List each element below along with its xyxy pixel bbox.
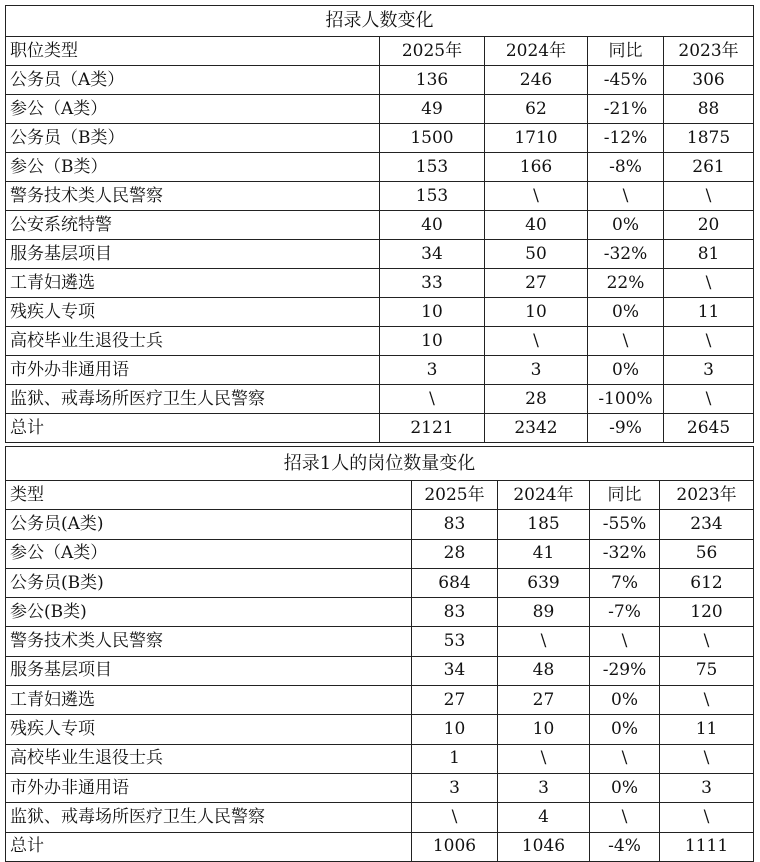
value-cell: 0% bbox=[590, 773, 660, 802]
value-cell: \ bbox=[485, 182, 588, 211]
value-cell: 11 bbox=[664, 298, 754, 327]
value-cell: 3 bbox=[412, 773, 498, 802]
table-row bbox=[6, 656, 754, 685]
value-cell: \ bbox=[590, 803, 660, 832]
value-cell: 48 bbox=[498, 656, 590, 685]
column-header: 2025年 bbox=[380, 37, 485, 66]
value-cell: 3 bbox=[660, 773, 754, 802]
value-cell: -29% bbox=[590, 656, 660, 685]
table-row bbox=[6, 269, 754, 298]
value-cell: -4% bbox=[590, 832, 660, 861]
table-row bbox=[6, 385, 754, 414]
column-header: 2023年 bbox=[660, 481, 754, 510]
row-label-cell: 服务基层项目 bbox=[6, 240, 380, 269]
value-cell: 34 bbox=[412, 656, 498, 685]
value-cell: 10 bbox=[412, 715, 498, 744]
table-row bbox=[6, 95, 754, 124]
value-cell: 10 bbox=[380, 298, 485, 327]
value-cell: -12% bbox=[588, 124, 664, 153]
table-row bbox=[6, 832, 754, 861]
table-title-row bbox=[6, 6, 754, 37]
table-row bbox=[6, 182, 754, 211]
value-cell: \ bbox=[664, 182, 754, 211]
value-cell: 88 bbox=[664, 95, 754, 124]
value-cell: 40 bbox=[485, 211, 588, 240]
table-row bbox=[6, 211, 754, 240]
value-cell: 1 bbox=[412, 744, 498, 773]
value-cell: \ bbox=[660, 744, 754, 773]
row-label-cell: 残疾人专项 bbox=[6, 715, 412, 744]
row-label-cell: 总计 bbox=[6, 832, 412, 861]
value-cell: 166 bbox=[485, 153, 588, 182]
value-cell: 1046 bbox=[498, 832, 590, 861]
value-cell: 639 bbox=[498, 568, 590, 597]
value-cell: 3 bbox=[664, 356, 754, 385]
value-cell: 28 bbox=[412, 539, 498, 568]
value-cell: -8% bbox=[588, 153, 664, 182]
value-cell: 1111 bbox=[660, 832, 754, 861]
column-header: 2025年 bbox=[412, 481, 498, 510]
column-header: 同比 bbox=[590, 481, 660, 510]
value-cell: \ bbox=[498, 627, 590, 656]
value-cell: 27 bbox=[498, 686, 590, 715]
value-cell: \ bbox=[590, 744, 660, 773]
value-cell: -32% bbox=[588, 240, 664, 269]
row-label-cell: 警务技术类人民警察 bbox=[6, 627, 412, 656]
value-cell: -45% bbox=[588, 66, 664, 95]
value-cell: -7% bbox=[590, 598, 660, 627]
row-label-cell: 市外办非通用语 bbox=[6, 356, 380, 385]
value-cell: \ bbox=[588, 182, 664, 211]
table-row bbox=[6, 686, 754, 715]
value-cell: \ bbox=[412, 803, 498, 832]
value-cell: 22% bbox=[588, 269, 664, 298]
value-cell: 81 bbox=[664, 240, 754, 269]
row-label-cell: 工青妇遴选 bbox=[6, 269, 380, 298]
value-cell: 261 bbox=[664, 153, 754, 182]
value-cell: \ bbox=[664, 269, 754, 298]
value-cell: 49 bbox=[380, 95, 485, 124]
table-row bbox=[6, 715, 754, 744]
table-row bbox=[6, 510, 754, 539]
header-row bbox=[6, 481, 754, 510]
value-cell: 41 bbox=[498, 539, 590, 568]
value-cell: 136 bbox=[380, 66, 485, 95]
value-cell: -100% bbox=[588, 385, 664, 414]
table-row bbox=[6, 356, 754, 385]
table-row bbox=[6, 327, 754, 356]
value-cell: 20 bbox=[664, 211, 754, 240]
value-cell: 40 bbox=[380, 211, 485, 240]
value-cell: \ bbox=[590, 627, 660, 656]
table-row bbox=[6, 744, 754, 773]
table-title-row bbox=[6, 447, 754, 481]
value-cell: 3 bbox=[498, 773, 590, 802]
row-label-cell: 服务基层项目 bbox=[6, 656, 412, 685]
row-label-cell: 公务员(B类) bbox=[6, 568, 412, 597]
value-cell: \ bbox=[660, 686, 754, 715]
value-cell: 153 bbox=[380, 182, 485, 211]
value-cell: 3 bbox=[485, 356, 588, 385]
value-cell: 34 bbox=[380, 240, 485, 269]
value-cell: 83 bbox=[412, 598, 498, 627]
value-cell: 10 bbox=[485, 298, 588, 327]
value-cell: 0% bbox=[590, 686, 660, 715]
value-cell: 10 bbox=[380, 327, 485, 356]
row-label-cell: 警务技术类人民警察 bbox=[6, 182, 380, 211]
value-cell: 50 bbox=[485, 240, 588, 269]
column-header: 2024年 bbox=[498, 481, 590, 510]
row-label-cell: 参公（A类） bbox=[6, 95, 380, 124]
row-label-cell: 公安系统特警 bbox=[6, 211, 380, 240]
table-row bbox=[6, 240, 754, 269]
value-cell: 10 bbox=[498, 715, 590, 744]
value-cell: \ bbox=[664, 327, 754, 356]
row-label-cell: 高校毕业生退役士兵 bbox=[6, 744, 412, 773]
value-cell: 684 bbox=[412, 568, 498, 597]
recruitment-count-table bbox=[5, 5, 754, 443]
value-cell: 2121 bbox=[380, 414, 485, 443]
value-cell: \ bbox=[664, 385, 754, 414]
table-row bbox=[6, 66, 754, 95]
row-label-cell: 残疾人专项 bbox=[6, 298, 380, 327]
row-label-cell: 监狱、戒毒场所医疗卫生人民警察 bbox=[6, 803, 412, 832]
value-cell: \ bbox=[485, 327, 588, 356]
value-cell: 306 bbox=[664, 66, 754, 95]
value-cell: \ bbox=[660, 803, 754, 832]
value-cell: 83 bbox=[412, 510, 498, 539]
table-title: 招录人数变化 bbox=[6, 6, 754, 37]
value-cell: 2342 bbox=[485, 414, 588, 443]
value-cell: -32% bbox=[590, 539, 660, 568]
value-cell: 3 bbox=[380, 356, 485, 385]
table-row bbox=[6, 627, 754, 656]
row-label-cell: 参公（A类） bbox=[6, 539, 412, 568]
value-cell: 185 bbox=[498, 510, 590, 539]
table-row bbox=[6, 568, 754, 597]
value-cell: 1710 bbox=[485, 124, 588, 153]
table-row bbox=[6, 803, 754, 832]
row-label-cell: 参公（B类） bbox=[6, 153, 380, 182]
value-cell: 2645 bbox=[664, 414, 754, 443]
row-label-cell: 监狱、戒毒场所医疗卫生人民警察 bbox=[6, 385, 380, 414]
value-cell: 27 bbox=[412, 686, 498, 715]
table-title: 招录1人的岗位数量变化 bbox=[6, 447, 754, 481]
header-row bbox=[6, 37, 754, 66]
value-cell: 75 bbox=[660, 656, 754, 685]
row-label-cell: 市外办非通用语 bbox=[6, 773, 412, 802]
value-cell: 153 bbox=[380, 153, 485, 182]
value-cell: \ bbox=[380, 385, 485, 414]
value-cell: \ bbox=[498, 744, 590, 773]
value-cell: 0% bbox=[590, 715, 660, 744]
value-cell: 56 bbox=[660, 539, 754, 568]
value-cell: 0% bbox=[588, 298, 664, 327]
value-cell: \ bbox=[588, 327, 664, 356]
value-cell: -9% bbox=[588, 414, 664, 443]
column-header: 职位类型 bbox=[6, 37, 380, 66]
column-header: 2024年 bbox=[485, 37, 588, 66]
value-cell: 0% bbox=[588, 356, 664, 385]
value-cell: 11 bbox=[660, 715, 754, 744]
column-header: 同比 bbox=[588, 37, 664, 66]
value-cell: 7% bbox=[590, 568, 660, 597]
table-row bbox=[6, 539, 754, 568]
value-cell: 1875 bbox=[664, 124, 754, 153]
value-cell: \ bbox=[660, 627, 754, 656]
value-cell: 234 bbox=[660, 510, 754, 539]
value-cell: 0% bbox=[588, 211, 664, 240]
value-cell: 612 bbox=[660, 568, 754, 597]
row-label-cell: 高校毕业生退役士兵 bbox=[6, 327, 380, 356]
value-cell: 33 bbox=[380, 269, 485, 298]
value-cell: 1500 bbox=[380, 124, 485, 153]
column-header: 类型 bbox=[6, 481, 412, 510]
value-cell: -55% bbox=[590, 510, 660, 539]
row-label-cell: 参公(B类) bbox=[6, 598, 412, 627]
table-row bbox=[6, 298, 754, 327]
row-label-cell: 公务员（B类） bbox=[6, 124, 380, 153]
row-label-cell: 总计 bbox=[6, 414, 380, 443]
value-cell: 28 bbox=[485, 385, 588, 414]
row-label-cell: 公务员(A类) bbox=[6, 510, 412, 539]
table-row bbox=[6, 414, 754, 443]
single-hire-position-table bbox=[5, 446, 754, 862]
value-cell: 1006 bbox=[412, 832, 498, 861]
value-cell: -21% bbox=[588, 95, 664, 124]
column-header: 2023年 bbox=[664, 37, 754, 66]
row-label-cell: 公务员（A类） bbox=[6, 66, 380, 95]
table-row bbox=[6, 773, 754, 802]
table-row bbox=[6, 153, 754, 182]
table-row bbox=[6, 124, 754, 153]
value-cell: 4 bbox=[498, 803, 590, 832]
value-cell: 89 bbox=[498, 598, 590, 627]
row-label-cell: 工青妇遴选 bbox=[6, 686, 412, 715]
value-cell: 27 bbox=[485, 269, 588, 298]
value-cell: 246 bbox=[485, 66, 588, 95]
value-cell: 62 bbox=[485, 95, 588, 124]
value-cell: 120 bbox=[660, 598, 754, 627]
table-row bbox=[6, 598, 754, 627]
value-cell: 53 bbox=[412, 627, 498, 656]
